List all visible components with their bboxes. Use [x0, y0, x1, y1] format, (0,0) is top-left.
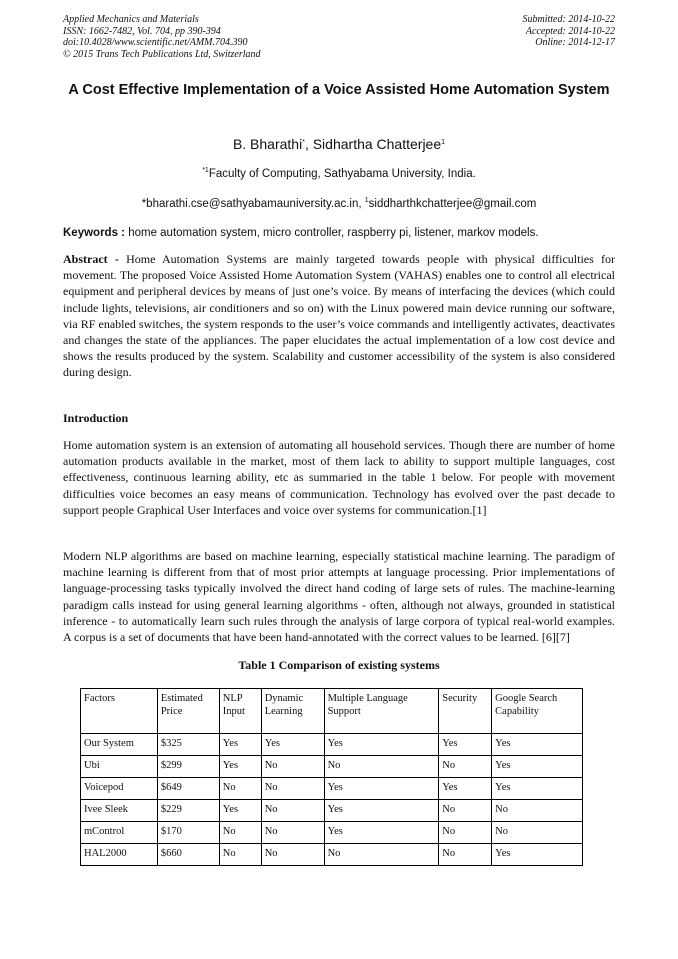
abstract-label: Abstract -	[63, 252, 119, 266]
introduction-paragraph-2: Modern NLP algorithms are based on machine learning, especially statistical machine learning. The paradigm of machine learning is different from that of most prior attempts at language processing. Prior implementations of language-processing tasks typically involved the direct hand coding of large sets of rules. The machine-learning paradigm calls instead for using general learning algorithms - often, although not always, grounded in statistical inference - to automatically learn such rules through the analysis of large corpora of typical real-world examples. A corpus is a set of documents that have been hand-annotated with the correct values to be learned. [6][7]	[63, 549, 615, 645]
table-cell: Yes	[324, 778, 439, 800]
copyright-line: © 2015 Trans Tech Publications Ltd, Switzerland	[63, 48, 261, 60]
dates-header	[523, 14, 616, 49]
table-cell: Yes	[324, 800, 439, 822]
email-2: siddharthkchatterjee@gmail.com	[368, 198, 537, 210]
table-cell: Yes	[492, 844, 583, 866]
emails-line	[63, 198, 615, 210]
table-cell: No	[439, 756, 492, 778]
issn-line: ISSN: 1662-7482, Vol. 704, pp 390-394	[63, 25, 221, 37]
keywords	[63, 227, 615, 239]
abstract	[63, 251, 615, 381]
abstract-text: Home Automation Systems are mainly targeted towards people with physical difficulties for movement. The proposed Voice Assisted Home Automation System (VAHAS) enables one to control all electrical equipment and peripheral devices by means of just one’s voice. By means of interfacing the devices (which could include lights, televisions, air conditioners and so on) with the Linux powered main device running our software, via RF enabled switches, the system responds to the user’s voice commands and intelligently activates, deactivates and changes the state of the appliances. The paper elucidates the actual implementation of a low cost device and shows the results produced by the system. Scalability and customer accessibility of the system is also considered during design.	[63, 252, 615, 380]
table-cell: Yes	[492, 778, 583, 800]
table-cell: HAL2000	[81, 844, 158, 866]
table-cell: Yes	[219, 800, 261, 822]
author-2: Sidhartha Chatterjee	[312, 136, 442, 152]
table-cell: No	[492, 822, 583, 844]
table-cell: $170	[157, 822, 219, 844]
author-1-mark: *	[302, 139, 305, 146]
keywords-label: Keywords :	[63, 227, 125, 239]
table-cell: No	[219, 778, 261, 800]
email-1: *bharathi.cse@sathyabamauniversity.ac.in,	[141, 198, 365, 210]
paper-title: A Cost Effective Implementation of a Voice Assisted Home Automation System	[68, 82, 610, 98]
header-cell: Multiple Language Support	[324, 689, 439, 734]
table-cell: No	[261, 844, 324, 866]
table-cell: $229	[157, 800, 219, 822]
keywords-text: home automation system, micro controller, raspberry pi, listener, markov models.	[125, 227, 539, 239]
email-2-mark: 1	[364, 197, 369, 204]
table-cell: No	[439, 800, 492, 822]
author-1: B. Bharathi	[232, 136, 303, 152]
header-cell: Estimated Price	[157, 689, 219, 734]
table-cell: No	[219, 844, 261, 866]
table-cell: Yes	[324, 822, 439, 844]
table-cell: Yes	[324, 734, 439, 756]
table-cell: No	[261, 756, 324, 778]
author-separator: ,	[304, 136, 313, 152]
table-cell: Our System	[81, 734, 158, 756]
affiliation	[63, 168, 615, 180]
table-cell: No	[261, 800, 324, 822]
table-cell: Yes	[261, 734, 324, 756]
table-cell: $299	[157, 756, 219, 778]
table-cell: No	[492, 800, 583, 822]
table-cell: Yes	[492, 756, 583, 778]
table-row	[81, 734, 583, 756]
header-cell: Factors	[81, 689, 158, 734]
table-row	[81, 756, 583, 778]
table-cell: Yes	[439, 734, 492, 756]
table-cell: No	[439, 844, 492, 866]
online-date: Online: 2014-12-17	[535, 37, 615, 48]
table-row	[81, 844, 583, 866]
table-cell: No	[324, 844, 439, 866]
authors-line	[63, 136, 615, 152]
table-row	[81, 822, 583, 844]
doi-line: doi:10.4028/www.scientific.net/AMM.704.390	[63, 37, 248, 48]
table-cell: Yes	[219, 756, 261, 778]
table-cell: Yes	[219, 734, 261, 756]
table-cell: $325	[157, 734, 219, 756]
affiliation-text: Faculty of Computing, Sathyabama University, India.	[208, 168, 476, 180]
table-row	[81, 778, 583, 800]
table-header-row	[81, 689, 583, 734]
header-cell: Google Search Capability	[492, 689, 583, 734]
journal-header	[63, 14, 261, 60]
table-cell: No	[261, 778, 324, 800]
table-cell: Ubi	[81, 756, 158, 778]
table-cell: No	[219, 822, 261, 844]
header-cell: Dynamic Learning	[261, 689, 324, 734]
table-cell: No	[324, 756, 439, 778]
table-cell: Yes	[492, 734, 583, 756]
table-cell: No	[261, 822, 324, 844]
table-row	[81, 800, 583, 822]
comparison-table	[80, 688, 583, 866]
table-cell: $660	[157, 844, 219, 866]
affiliation-mark: *1	[202, 167, 209, 174]
author-2-mark: 1	[441, 139, 446, 146]
accepted-date: Accepted: 2014-10-22	[525, 25, 615, 37]
introduction-paragraph-1: Home automation system is an extension of automating all household services. Though there are number of home automation products available in the market, most of them lack to ability to support multiple languages, cost effectiveness, continuous learning ability, etc as summaried in the table 1 below. For people with movement difficulties voice becomes an easy means of communication. Technology has evolved over the past decade to support people Graphical User Interfaces and voice over systems for communication.[1]	[63, 438, 615, 517]
table-cell: Ivee Sleek	[81, 800, 158, 822]
table-caption: Table 1 Comparison of existing systems	[238, 658, 440, 672]
table-cell: Voicepod	[81, 778, 158, 800]
table-cell: $649	[157, 778, 219, 800]
header-cell: NLP Input	[219, 689, 261, 734]
submitted-date: Submitted: 2014-10-22	[522, 14, 615, 25]
table-cell: No	[439, 822, 492, 844]
introduction-heading: Introduction	[63, 411, 129, 425]
table-cell: Yes	[439, 778, 492, 800]
header-cell: Security	[439, 689, 492, 734]
journal-name: Applied Mechanics and Materials	[63, 14, 199, 25]
table-cell: mControl	[81, 822, 158, 844]
